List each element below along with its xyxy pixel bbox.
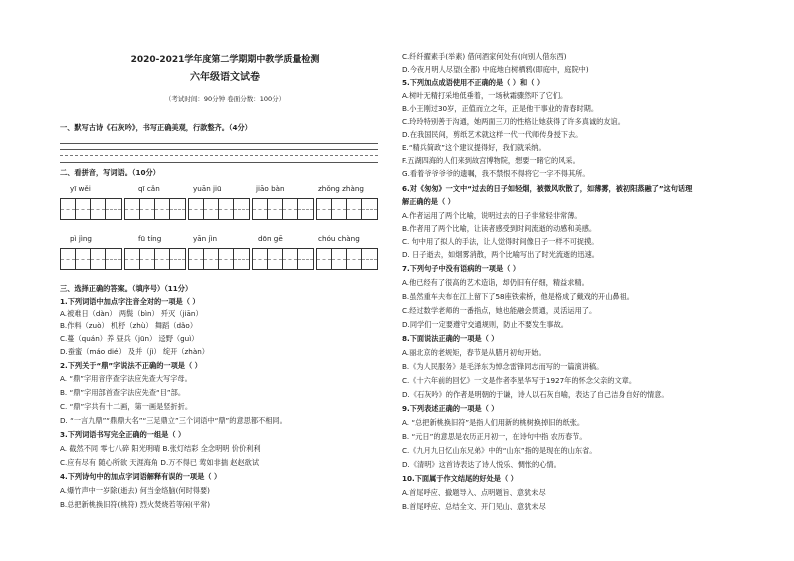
q5-option: C.玲玲特别善于沟通，她两面三刀的性格让她获得了许多真诚的友谊。: [402, 117, 625, 126]
q6-stem: 6.对《匆匆》一文中“过去的日子如轻烟，被微风吹散了，如薄雾，被初阳蒸融了”这句话理: [402, 184, 693, 193]
q7-option: A.他已经有了很高的艺术造诣，却仍旧有仔细，精益求精。: [402, 278, 589, 287]
q4-stem: 4.下列诗句中的加点字词语解释有误的一项是（ ）: [60, 472, 222, 481]
exam-subtitle: 六年级语文试卷: [190, 72, 260, 83]
section3-heading: 三、选择正确的答案。（填序号）（11分）: [60, 284, 193, 293]
q8-option: D.《石灰吟》的作者是明朝的于谦，诗人以石灰自喻，表达了自己洁身自好的情意。: [402, 390, 669, 399]
answer-grid-3[interactable]: [188, 198, 250, 220]
exam-title: 2020-2021学年度第二学期期中教学质量检测: [130, 55, 320, 65]
q5-option: B.小王刚过30岁，正值而立之年，正是他干事业的青春时期。: [402, 104, 599, 113]
pinyin-3: yuān jiū: [193, 184, 222, 193]
answer-grid-2[interactable]: [124, 198, 186, 220]
q4-option: A.爆竹声中一岁除(逝去) 何当金络脑(何时得要): [60, 486, 210, 495]
q9-option: C.《九月九日忆山东兄弟》中的“山东”指的是现在的山东省。: [402, 446, 597, 455]
q1-option: B.作料（zuò） 机杼（zhù） 舞蹈（dǎo）: [60, 321, 198, 330]
q5-option: D.在我国民间，剪纸艺术就这样一代一代师传身授下去。: [402, 130, 583, 139]
q5-option: E.“精兵简政”这个建议提得好，我们就采纳。: [402, 143, 546, 152]
q7-option: B.虽然重车夫布在江上留下了58座铁索桥，他是格成了戴戏的开山鼻祖。: [402, 292, 634, 301]
q2-option: A. “鼎”字用音序查字法应先查大写字母。: [60, 374, 192, 383]
write-line-3: [60, 162, 378, 163]
q1-stem: 1.下列词语中加点字注音全对的一项是（ ）: [60, 297, 200, 306]
q8-option: A.丽北京的老规矩，春节是从腊月初旬开始。: [402, 348, 546, 357]
answer-grid-7[interactable]: [124, 248, 186, 270]
write-line-mid: [60, 155, 378, 156]
q3-option: C.应有尽有 随心所欲 天涯海角 D.万不得已 莺如非揣 赵赵欲试: [60, 458, 260, 467]
q7-option: D.同学们一定要遵守交通规则，防止不要发生事故。: [402, 320, 568, 329]
q9-stem: 9.下列表述正确的一项是（ ）: [402, 404, 499, 413]
q1-option: A.被难日（dàn） 两鬓（bìn） 歼灭（jiān）: [60, 309, 203, 318]
q9-option: D.《清明》这首诗表达了诗人悦乐、惆怅的心情。: [402, 460, 561, 469]
q4-option: B.总把新桃换旧符(桃符) 烈火焚烧若等闲(平常): [60, 500, 211, 509]
q5-option: F.五湖四海的人们来到故宫博物院，想要一睹它的风采。: [402, 156, 580, 165]
pinyin-6: pì jìng: [70, 234, 92, 243]
q6-stem-2: 解正确的是（ ）: [402, 197, 455, 206]
answer-grid-6[interactable]: [60, 248, 122, 270]
q8-option: B.《为人民服务》是毛泽东为悼念雷锋同志而写的一篇演讲稿。: [402, 362, 604, 371]
q2-option: C. “鼎”字共有十二画，第一画是竖折折。: [60, 402, 193, 411]
q2-option: B. “鼎”字用部首查字法应先查“目”部。: [60, 388, 186, 397]
section1-heading: 一、默写古诗《石灰吟》，书写正确美观，行款整齐。（4分）: [60, 123, 252, 132]
pinyin-5: zhǒng zhàng: [318, 184, 364, 193]
answer-grid-4[interactable]: [252, 198, 314, 220]
exam-info: （考试时间：90分钟 卷面分数：100分）: [164, 95, 286, 103]
q6-option: B.作者用了两个比喻，让读者感受到时间流逝的动感和美感。: [402, 224, 597, 233]
answer-grid-10[interactable]: [316, 248, 378, 270]
q2-stem: 2.下列关于“鼎”字说法不正确的一项是（ ）: [60, 361, 202, 370]
q4-option: D.今夜月明人尽望(全都) 中庭地白树栖鸦(即庭中，庭院中): [402, 65, 589, 74]
answer-grid-8[interactable]: [188, 248, 250, 270]
q7-stem: 7.下列句子中没有语病的一项是（ ）: [402, 264, 521, 273]
q6-option: D. 日子逝去，如烟雾消散，两个比喻写出了时光流逝的迅速。: [402, 250, 599, 259]
pinyin-1: yī wěi: [70, 184, 91, 193]
q2-option: D. “一言九鼎”“鼎鼎大名”“三足鼎立”三个词语中“鼎”的意思都不相同。: [60, 416, 287, 425]
write-line-2: [60, 149, 378, 150]
answer-grid-1[interactable]: [60, 198, 122, 220]
q10-option: B.首尾呼应、总结全文、开门见山、意犹未尽: [402, 502, 546, 511]
q5-option: A.树叶无精打采地低垂着，一场秋霜骤然吓了它们。: [402, 91, 568, 100]
q4-option: C.纤纤擢素手(举素) 借问酒家何处有(向别人借东西): [402, 52, 567, 61]
q3-option: A. 截然不同 零七八碎 阳光明晴 B.张灯结彩 全念明明 价价利利: [60, 444, 261, 453]
q9-option: B. “元日”的意思是农历正月初一，在诗句中指 农历春节。: [402, 432, 587, 441]
q6-option: C. 句中用了拟人的手法，让人觉得时间像日子一样不可捉摸。: [402, 237, 599, 246]
q6-option: A.作者运用了两个比喻，说明过去的日子非常轻非常薄。: [402, 211, 582, 220]
q8-stem: 8.下面说法正确的一项是（ ）: [402, 334, 499, 343]
pinyin-7: fū tíng: [138, 234, 162, 243]
pinyin-8: yān jìn: [193, 234, 218, 243]
q10-option: A.首尾呼应、撤题导入、点明题旨、意犹未尽: [402, 488, 546, 497]
q10-stem: 10.下面属于作文结尾的好处是（ ）: [402, 474, 518, 483]
section2-heading: 二、看拼音，写词语。（10分）: [60, 168, 160, 177]
q1-option: D.蚕蜜（máo dié） 及并（jì） 绽开（zhàn）: [60, 347, 209, 356]
q3-stem: 3.下列词语书写完全正确的一组是（ ）: [60, 430, 186, 439]
q9-option: A. “总把新桃换旧符”是指人们用新的桃树换掉旧的纸张。: [402, 418, 585, 427]
pinyin-9: dōn gē: [258, 234, 283, 243]
pinyin-2: qī cǎn: [138, 184, 160, 193]
q1-option: C.蔓（quán）养 昼兵（jūn） 迳野（guì）: [60, 334, 199, 343]
q8-option: C.《十六年前的回忆》一文是作者李星华写于1927年的怀念父亲的文章。: [402, 376, 637, 385]
answer-grid-9[interactable]: [252, 248, 314, 270]
write-line-1: [60, 143, 378, 144]
pinyin-4: jiāo bàn: [256, 184, 285, 193]
pinyin-10: chóu chàng: [318, 234, 360, 243]
answer-grid-5[interactable]: [316, 198, 378, 220]
q7-option: C.经过数学老师的一番指点，她也能融会贯通，灵活运用了。: [402, 306, 597, 315]
q5-stem: 5.下列加点成语使用不正确的是（ ）和（ ）: [402, 78, 545, 87]
q5-option: G.看着爷爷爷爷的遗嘱，我不禁恨不得将它一字不得其所。: [402, 169, 590, 178]
